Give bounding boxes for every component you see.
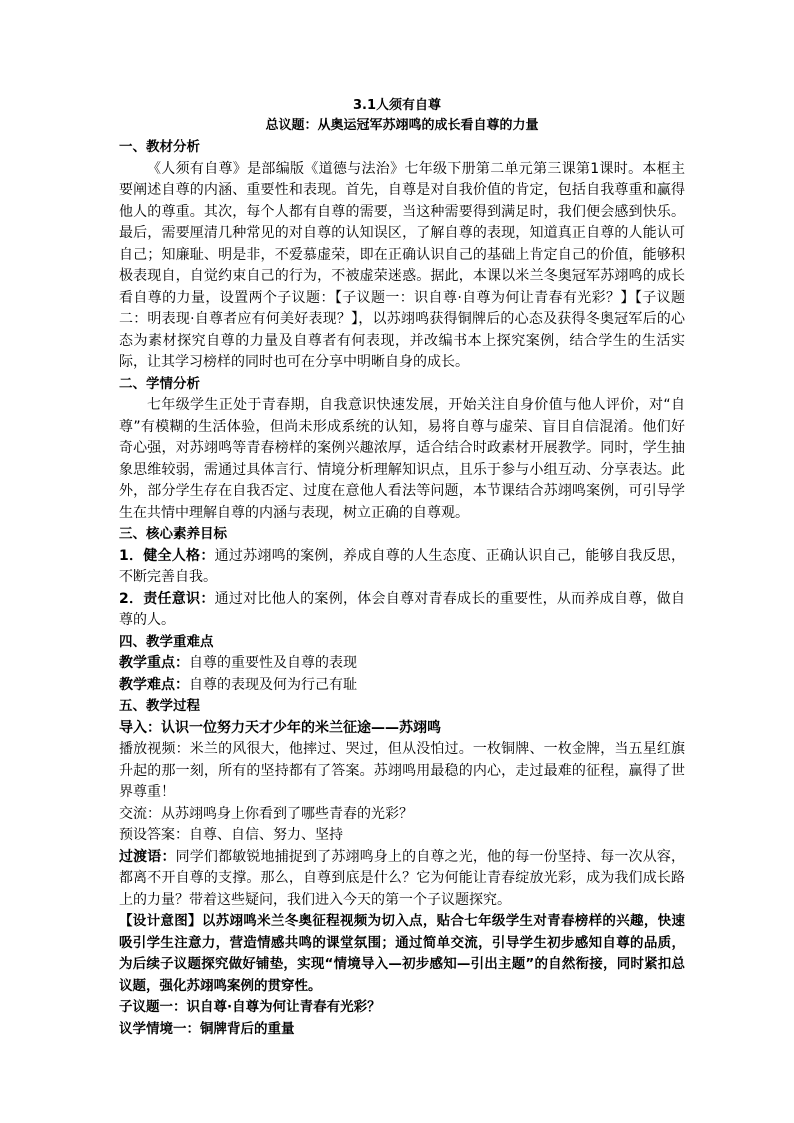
transition-text: 同学们都敏锐地捕捉到了苏翊鸣身上的自尊之光，他的每一份坚持、每一次从容，都离不开自尊的支撑。那么，自尊到底是什么？它为何能让青春绽放光彩，成为我们成长路上的力量？带着这些疑问，我们进入今天的第一个子议题探究。 bbox=[119, 848, 686, 908]
exchange-line: 交流：从苏翊鸣身上你看到了哪些青春的光彩？ bbox=[119, 805, 413, 822]
difficulty-text: 自尊的表现及何为行己有耻 bbox=[189, 676, 357, 693]
key-point-text: 自尊的重要性及自尊的表现 bbox=[189, 655, 357, 671]
section-heading-process: 五、教学过程 bbox=[119, 698, 200, 714]
difficulty-line bbox=[119, 675, 685, 697]
page-subtitle: 总议题：从奥运冠军苏翊鸣的成长看自尊的力量 bbox=[265, 118, 539, 133]
section-heading-students: 二、学情分析 bbox=[119, 375, 200, 392]
goal-text: 通过苏翊鸣的案例，养成自尊的人生态度、正确认识自己，能够自我反思，不断完善自我。 bbox=[119, 547, 686, 585]
preset-answer-line: 预设答案：自尊、自信、努力、坚持 bbox=[119, 827, 343, 843]
document-page bbox=[119, 96, 685, 1040]
goal-label: 1．健全人格： bbox=[119, 547, 215, 564]
intro-label: 导入： bbox=[119, 719, 161, 736]
difficulty-label: 教学难点： bbox=[119, 676, 189, 693]
key-point-line bbox=[119, 653, 685, 675]
section-heading-key-points: 四、教学重难点 bbox=[119, 633, 214, 650]
goal-text: 通过对比他人的案例，体会自尊对青春成长的重要性，从而养成自尊，做自尊的人。 bbox=[119, 590, 686, 628]
goal-item bbox=[119, 546, 685, 589]
intro-line bbox=[119, 718, 685, 740]
section-heading-goals: 三、核心素养目标 bbox=[119, 526, 227, 542]
transition-paragraph bbox=[119, 847, 685, 912]
student-analysis-paragraph: 七年级学生正处于青春期，自我意识快速发展，开始关注自身价值与他人评价，对“自尊”有模糊的生活体验，但尚未形成系统的认知，易将自尊与虚荣、盲目自信混淆。他们好奇心强，对苏翊鸣等青春榜样的案例兴趣浓厚，适合结合时政素材开展教学。同时，学生抽象思维较弱，需通过具体言行、情境分析理解知识点，且乐于参与小组互动、分享表达。此外，部分学生存在自我否定、过度在意他人看法等问题，本节课结合苏翊鸣案例，可引导学生在共情中理解自尊的内涵与表现，树立正确的自尊观。 bbox=[119, 397, 685, 521]
key-point-label: 教学重点： bbox=[119, 655, 189, 671]
section-heading-textbook: 一、教材分析 bbox=[119, 139, 200, 155]
page-title: 3.1人须有自尊 bbox=[352, 98, 442, 113]
sub-topic-one-heading: 子议题一：识自尊·自尊为何让青春有光彩？ bbox=[119, 999, 381, 1015]
goal-item bbox=[119, 589, 685, 632]
goal-label: 2．责任意识： bbox=[119, 590, 215, 607]
intro-text: 认识一位努力天才少年的米兰征途——苏翊鸣 bbox=[161, 719, 441, 736]
textbook-analysis-paragraph: 《人须有自尊》是部编版《道德与法治》七年级下册第二单元第三课第1课时。本框主要阐述自尊的内涵、重要性和表现。首先，自尊是对自我价值的肯定，包括自我尊重和赢得他人的尊重。其次，每个人都有自尊的需要，当这种需要得到满足时，我们便会感到快乐。最后，需要厘清几种常见的对自尊的认知误区，了解自尊的表现，知道真正自尊的人能认可自己；知廉耻、明是非，不爱慕虚荣，即在正确认识自己的基础上肯定自己的价值，能够积极表现自，自觉约束自己的行为，不被虚荣迷惑。据此，本课以米兰冬奥冠军苏翊鸣的成长看自尊的力量，设置两个子议题：【子议题一：识自尊·自尊为何让青春有光彩？】【子议题二：明表现·自尊者应有何美好表现？】，以苏翊鸣获得铜牌后的心态及获得冬奥冠军后的心态为素材探究自尊的力量及自尊者有何表现，并改编书本上探究案例，结合学生的生活实际，让其学习榜样的同时也可在分享中明晰自身的成长。 bbox=[119, 160, 685, 370]
design-intent-paragraph: 【设计意图】以苏翊鸣米兰冬奥征程视频为切入点，贴合七年级学生对青春榜样的兴趣，快速吸引学生注意力，营造情感共鸣的课堂氛围；通过简单交流，引导学生初步感知自尊的品质，为后续子议题探究做好铺垫，实现“情境导入—初步感知—引出主题”的自然衔接，同时紧扣总议题，强化苏翊鸣案例的贯穿性。 bbox=[119, 913, 685, 994]
scenario-one-heading: 议学情境一：铜牌背后的重量 bbox=[119, 1020, 295, 1037]
video-paragraph: 播放视频：米兰的风很大，他摔过、哭过，但从没怕过。一枚铜牌、一枚金牌，当五星红旗升起的那一刻，所有的坚持都有了答案。苏翊鸣用最稳的内心，走过最难的征程，赢得了世界尊重！ bbox=[119, 741, 685, 800]
transition-label: 过渡语： bbox=[119, 848, 176, 865]
